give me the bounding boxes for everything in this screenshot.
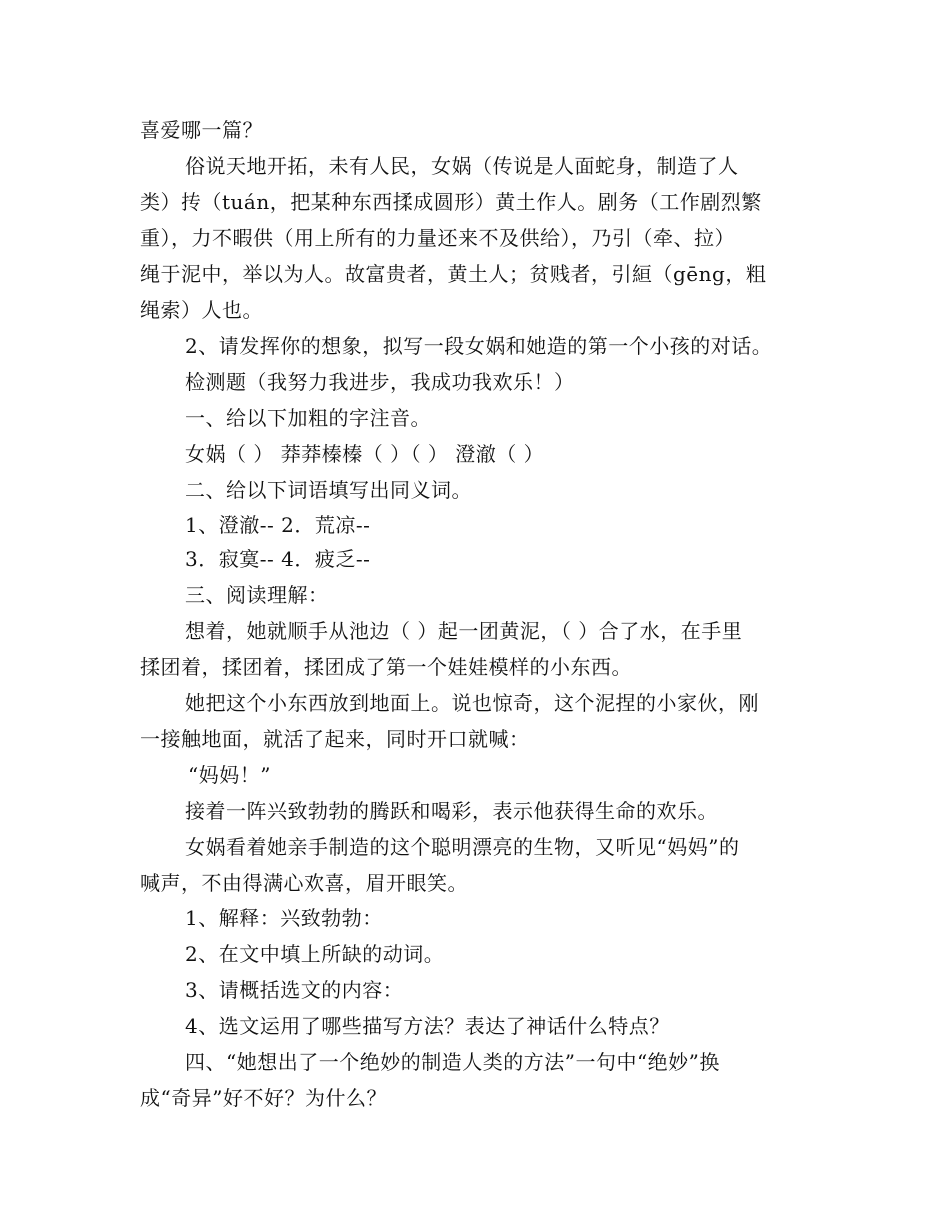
text-line: 重），力不暇供（用上所有的力量还来不及供给），乃引（牵、拉） xyxy=(140,226,735,250)
text-line: 女娲看着她亲手制造的这个聪明漂亮的生物，又听见“妈妈”的 xyxy=(185,835,740,859)
text-line: 想着，她就顺手从池边（ ）起一团黄泥，（ ）合了水，在手里 xyxy=(185,619,743,643)
text-line: 一、给以下加粗的字注音。 xyxy=(185,406,431,430)
text-line: 3、请概括选文的内容： xyxy=(185,978,404,1002)
text-line: 二、给以下词语填写出同义词。 xyxy=(185,478,472,502)
text-line: 检测题（我努力我进步，我成功我欢乐！） xyxy=(185,370,575,394)
text-line: 绳于泥中，举以为人。故富贵者，黄土人；贫贱者，引絙（gēng，粗 xyxy=(140,262,767,286)
text-line: 接着一阵兴致勃勃的腾跃和喝彩，表示他获得生命的欢乐。 xyxy=(185,799,718,823)
text-line: 成“奇异”好不好？为什么？ xyxy=(140,1086,387,1110)
text-line: 绳索）人也。 xyxy=(140,298,263,322)
text-line: 俗说天地开拓，未有人民，女娲（传说是人面蛇身，制造了人 xyxy=(185,154,739,178)
text-line: 揉团着，揉团着，揉团成了第一个娃娃模样的小东西。 xyxy=(140,655,632,679)
text-line: 三、阅读理解： xyxy=(185,583,329,607)
text-line: 3．寂寞-- 4．疲乏-- xyxy=(185,547,371,571)
text-line: 1、解释：兴致勃勃： xyxy=(185,906,383,930)
text-line: 4、选文运用了哪些描写方法？表达了神话什么特点？ xyxy=(185,1014,670,1038)
text-line: 2、请发挥你的想象，拟写一段女娲和她造的第一个小孩的对话。 xyxy=(185,334,773,358)
text-line: 2、在文中填上所缺的动词。 xyxy=(185,942,445,966)
text-line: 喊声，不由得满心欢喜，眉开眼笑。 xyxy=(140,871,468,895)
text-line: 1、澄澈-- 2．荒凉-- xyxy=(185,513,371,537)
text-line: 喜爱哪一篇？ xyxy=(140,118,263,142)
text-line: “妈妈！” xyxy=(188,763,271,787)
text-line: 一接触地面，就活了起来，同时开口就喊： xyxy=(140,727,530,751)
text-line: 类）抟（tuán，把某种东西揉成圆形）黄土作人。剧务（工作剧烈繁 xyxy=(140,190,762,214)
text-line: 女娲（ ） 莽莽榛榛（ ）（ ） 澄澈（ ） xyxy=(185,442,545,466)
text-line: 四、“她想出了一个绝妙的制造人类的方法”一句中“绝妙”换 xyxy=(185,1050,720,1074)
text-line: 她把这个小东西放到地面上。说也惊奇，这个泥捏的小家伙，刚 xyxy=(185,691,759,715)
